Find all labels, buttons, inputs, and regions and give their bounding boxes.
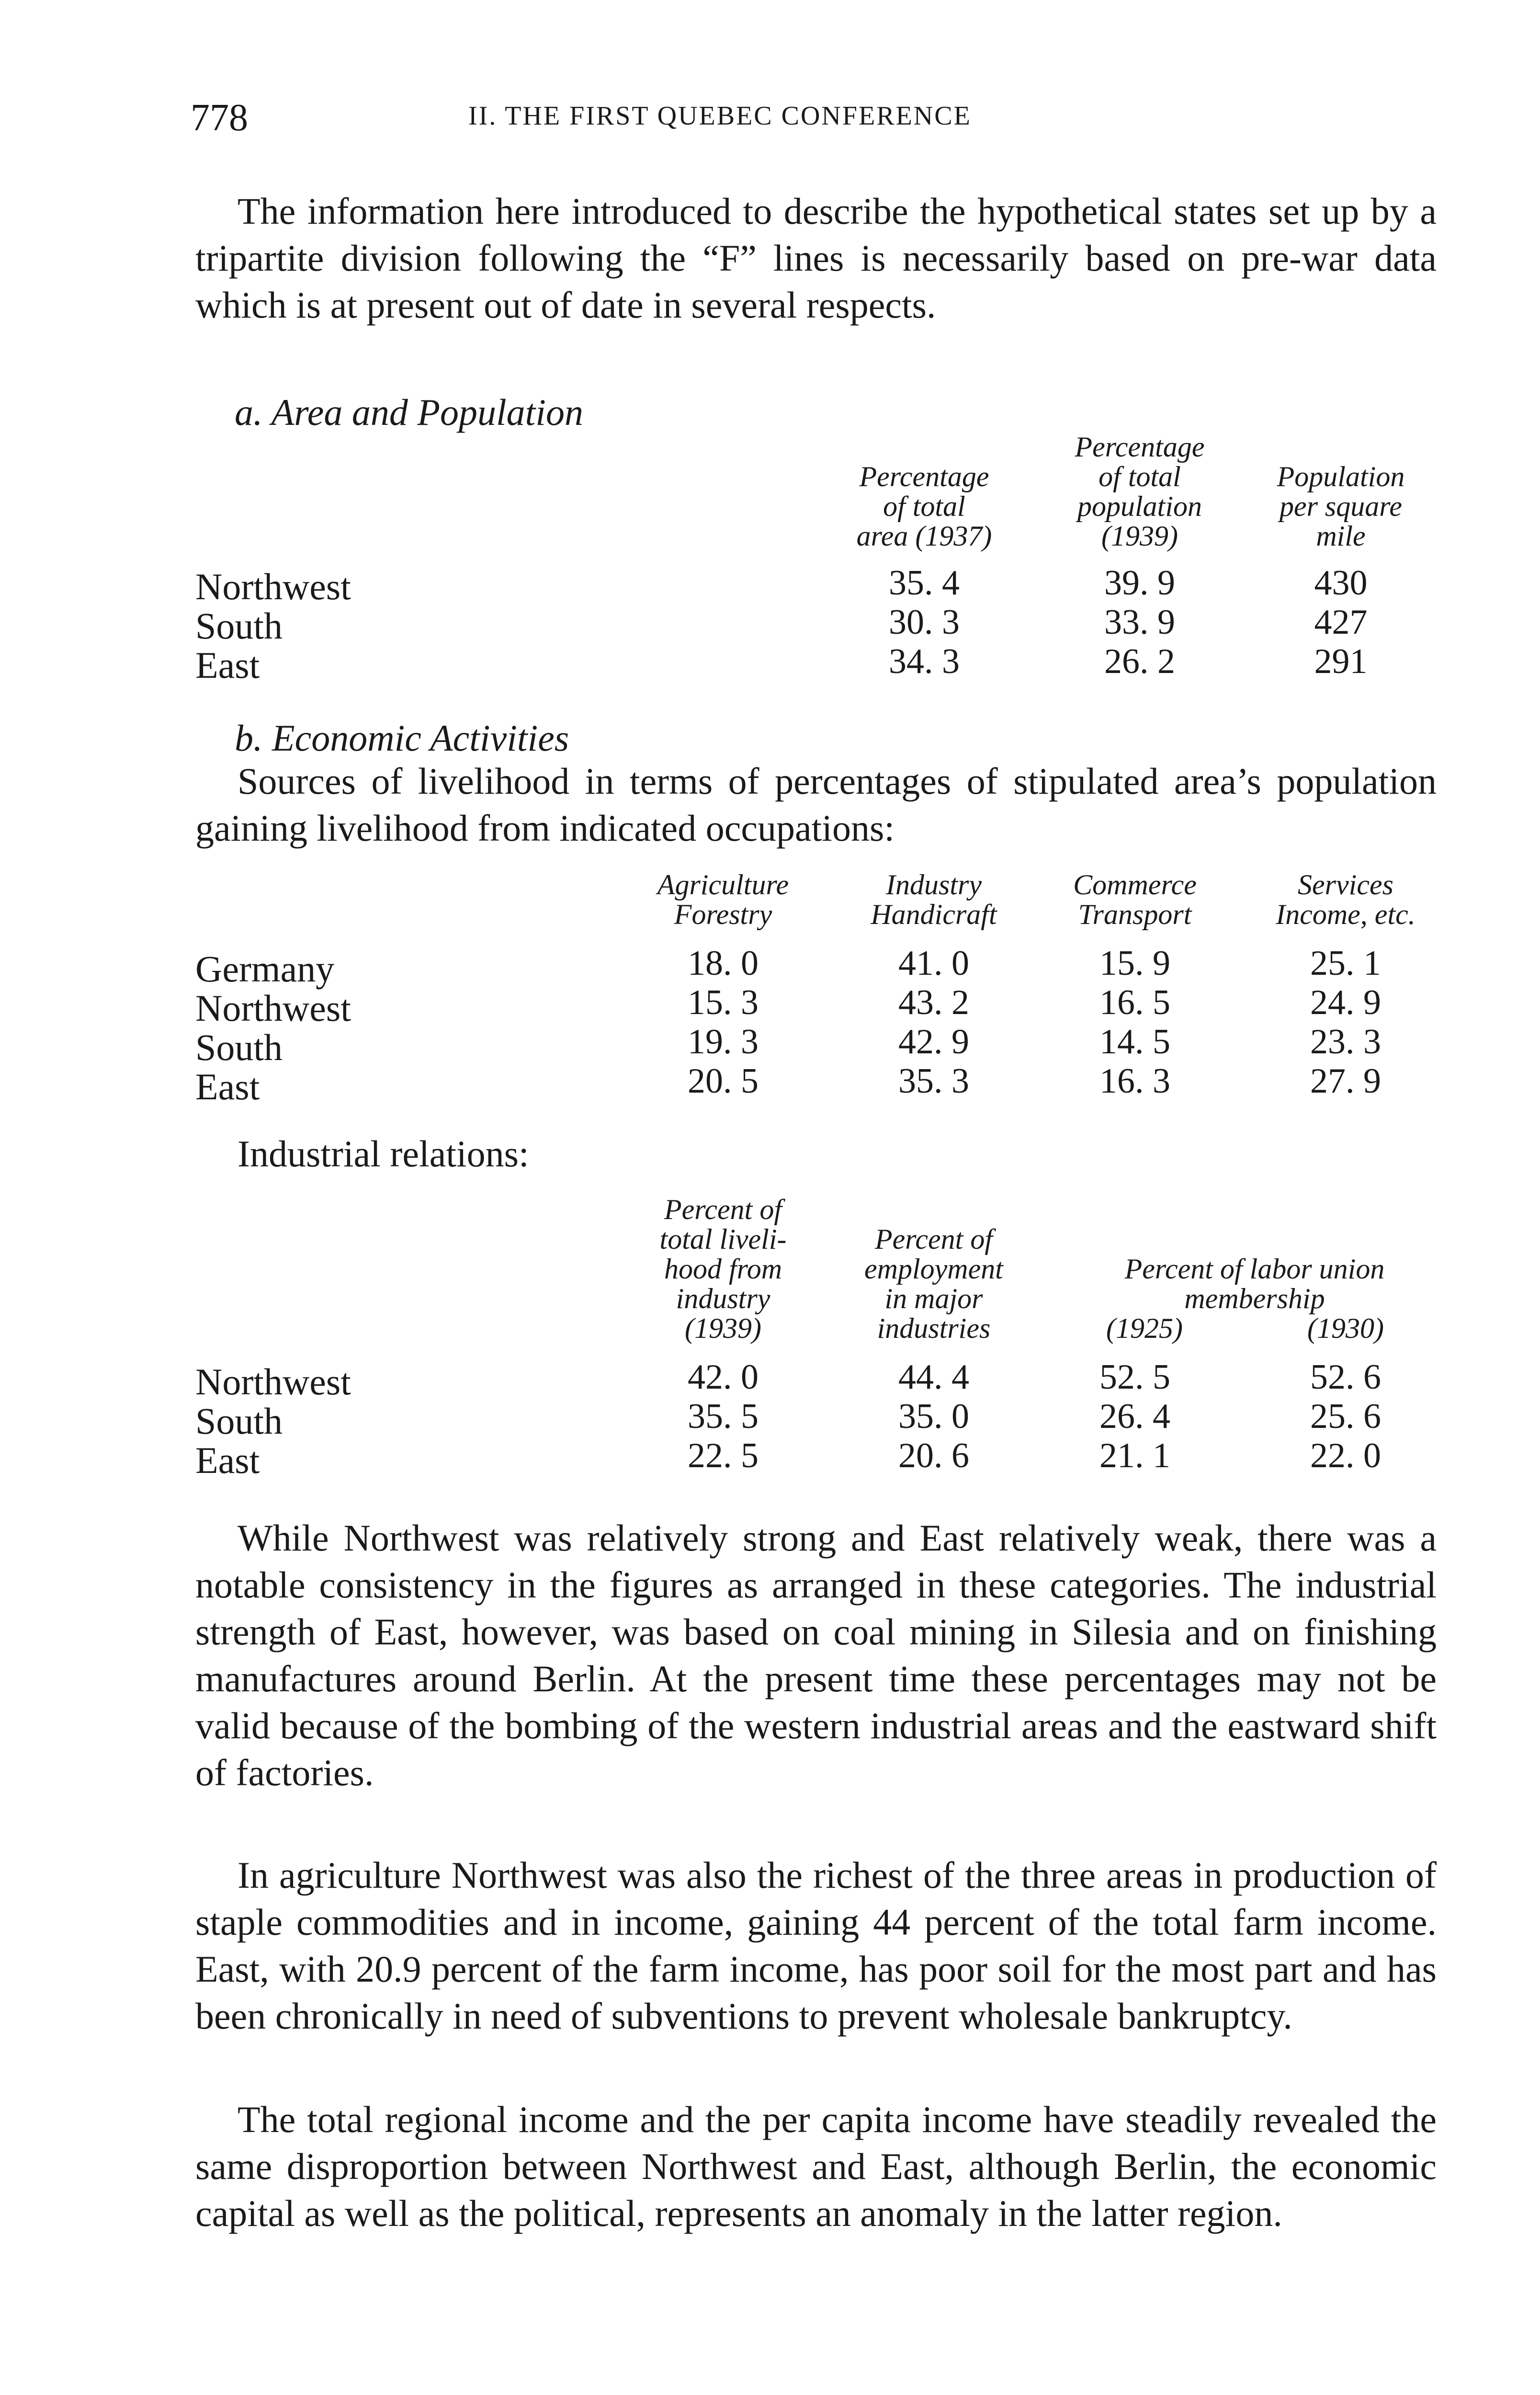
table-c-cell: 35. 0: [898, 1397, 969, 1436]
table-b-cell: 20. 5: [688, 1061, 759, 1101]
table-a-row-label: Northwest: [195, 566, 351, 607]
table-b-cell: 16. 3: [1099, 1061, 1170, 1101]
table-c-row-label: East: [195, 1439, 260, 1481]
table-c-cell: 26. 4: [1099, 1397, 1170, 1436]
table-b-row-label: Germany: [195, 948, 335, 990]
column-header-year-1925: (1925): [1106, 1312, 1183, 1344]
table-c-cell: 44. 4: [898, 1357, 969, 1397]
table-a-cell: 34. 3: [889, 642, 960, 681]
column-header-livelihood: Percent of total liveli- hood from industry (1939): [659, 1194, 787, 1344]
table-b-row-label: South: [195, 1026, 283, 1068]
table-b-cell: 24. 9: [1310, 983, 1381, 1022]
industrial-relations-label: Industrial relations:: [238, 1133, 529, 1175]
table-a-row-label: South: [195, 605, 283, 647]
table-b-cell: 41. 0: [898, 944, 969, 983]
column-header-agriculture: Agriculture Forestry: [657, 869, 789, 930]
table-b-row-label: East: [195, 1066, 260, 1107]
table-b-cell: 25. 1: [1310, 944, 1381, 983]
table-c-row-label: Northwest: [195, 1361, 351, 1403]
section-b-heading: b. Economic Activities: [235, 717, 569, 759]
column-header-year-1930: (1930): [1307, 1312, 1384, 1344]
table-b-cell: 35. 3: [898, 1061, 969, 1101]
table-c-cell: 52. 5: [1099, 1357, 1170, 1397]
table-c-row-label: South: [195, 1400, 283, 1442]
section-a-heading: a. Area and Population: [235, 391, 583, 433]
table-a-cell: 39. 9: [1104, 563, 1175, 603]
table-b-cell: 43. 2: [898, 983, 969, 1022]
table-b-cell: 19. 3: [688, 1022, 759, 1061]
table-b-cell: 27. 9: [1310, 1061, 1381, 1101]
column-header-population: Percentage of total population (1939): [1075, 431, 1205, 552]
column-header-industry: Industry Handicraft: [871, 869, 997, 930]
table-b-row-label: Northwest: [195, 987, 351, 1029]
intro-paragraph: The information here introduced to describe the hypothetical states set up by a tripartite division following the “F” lines is necessarily based on pre-war data which is at present out of date in several respects.: [195, 190, 1437, 326]
column-header-area: Percentage of total area (1937): [856, 461, 992, 552]
table-a-cell: 427: [1314, 603, 1368, 642]
running-title: II. THE FIRST QUEBEC CONFERENCE: [468, 101, 972, 131]
table-b-cell: 14. 5: [1099, 1022, 1170, 1061]
table-a-cell: 291: [1314, 642, 1368, 681]
table-c-cell: 22. 5: [688, 1436, 759, 1475]
table-c-cell: 35. 5: [688, 1397, 759, 1436]
column-header-employment: Percent of employment in major industries: [864, 1223, 1003, 1344]
table-a-cell: 33. 9: [1104, 603, 1175, 642]
table-c-cell: 21. 1: [1099, 1436, 1170, 1475]
table-b-cell: 18. 0: [688, 944, 759, 983]
page-number: 778: [191, 97, 248, 139]
table-c-cell: 42. 0: [688, 1357, 759, 1397]
table-c-cell: 52. 6: [1310, 1357, 1381, 1397]
table-a-cell: 430: [1314, 563, 1368, 603]
column-header-commerce: Commerce Transport: [1073, 869, 1197, 930]
body-paragraph: While Northwest was relatively strong and East relatively weak, there was a notable consistency in the figures as arranged in these categories. The industrial strength of East, however, was based on coal mining in Silesia and on finishing manufactures around Berlin. At the present time these percentages may not be valid because of the bombing of the western industrial areas and the eastward shift of factories.: [195, 1517, 1437, 1793]
section-b-intro: Sources of livelihood in terms of percentages of stipulated area’s population gaining livelihood from indicated occupations:: [195, 760, 1437, 849]
table-c-cell: 25. 6: [1310, 1397, 1381, 1436]
table-b-cell: 23. 3: [1310, 1022, 1381, 1061]
column-header-services: Services Income, etc.: [1276, 869, 1415, 930]
body-paragraph: The total regional income and the per capita income have steadily revealed the same disproportion between Northwest and East, although Berlin, the economic capital as well as the political, represents an anomaly in the latter region.: [195, 2098, 1437, 2234]
column-header-union: Percent of labor union membership: [1124, 1253, 1385, 1314]
column-header-density: Population per square mile: [1277, 461, 1405, 552]
table-a-cell: 26. 2: [1104, 642, 1175, 681]
table-c-cell: 22. 0: [1310, 1436, 1381, 1475]
table-a-cell: 35. 4: [889, 563, 960, 603]
table-b-cell: 16. 5: [1099, 983, 1170, 1022]
table-b-cell: 15. 9: [1099, 944, 1170, 983]
table-c-cell: 20. 6: [898, 1436, 969, 1475]
table-b-cell: 15. 3: [688, 983, 759, 1022]
table-a-row-label: East: [195, 644, 260, 686]
table-a-cell: 30. 3: [889, 603, 960, 642]
table-b-cell: 42. 9: [898, 1022, 969, 1061]
body-paragraph: In agriculture Northwest was also the richest of the three areas in production of staple commodities and in income, gaining 44 percent of the total farm income. East, with 20.9 percent of the farm income, has poor soil for the most part and has been chronically in need of subventions to prevent wholesale bankruptcy.: [195, 1854, 1437, 2037]
